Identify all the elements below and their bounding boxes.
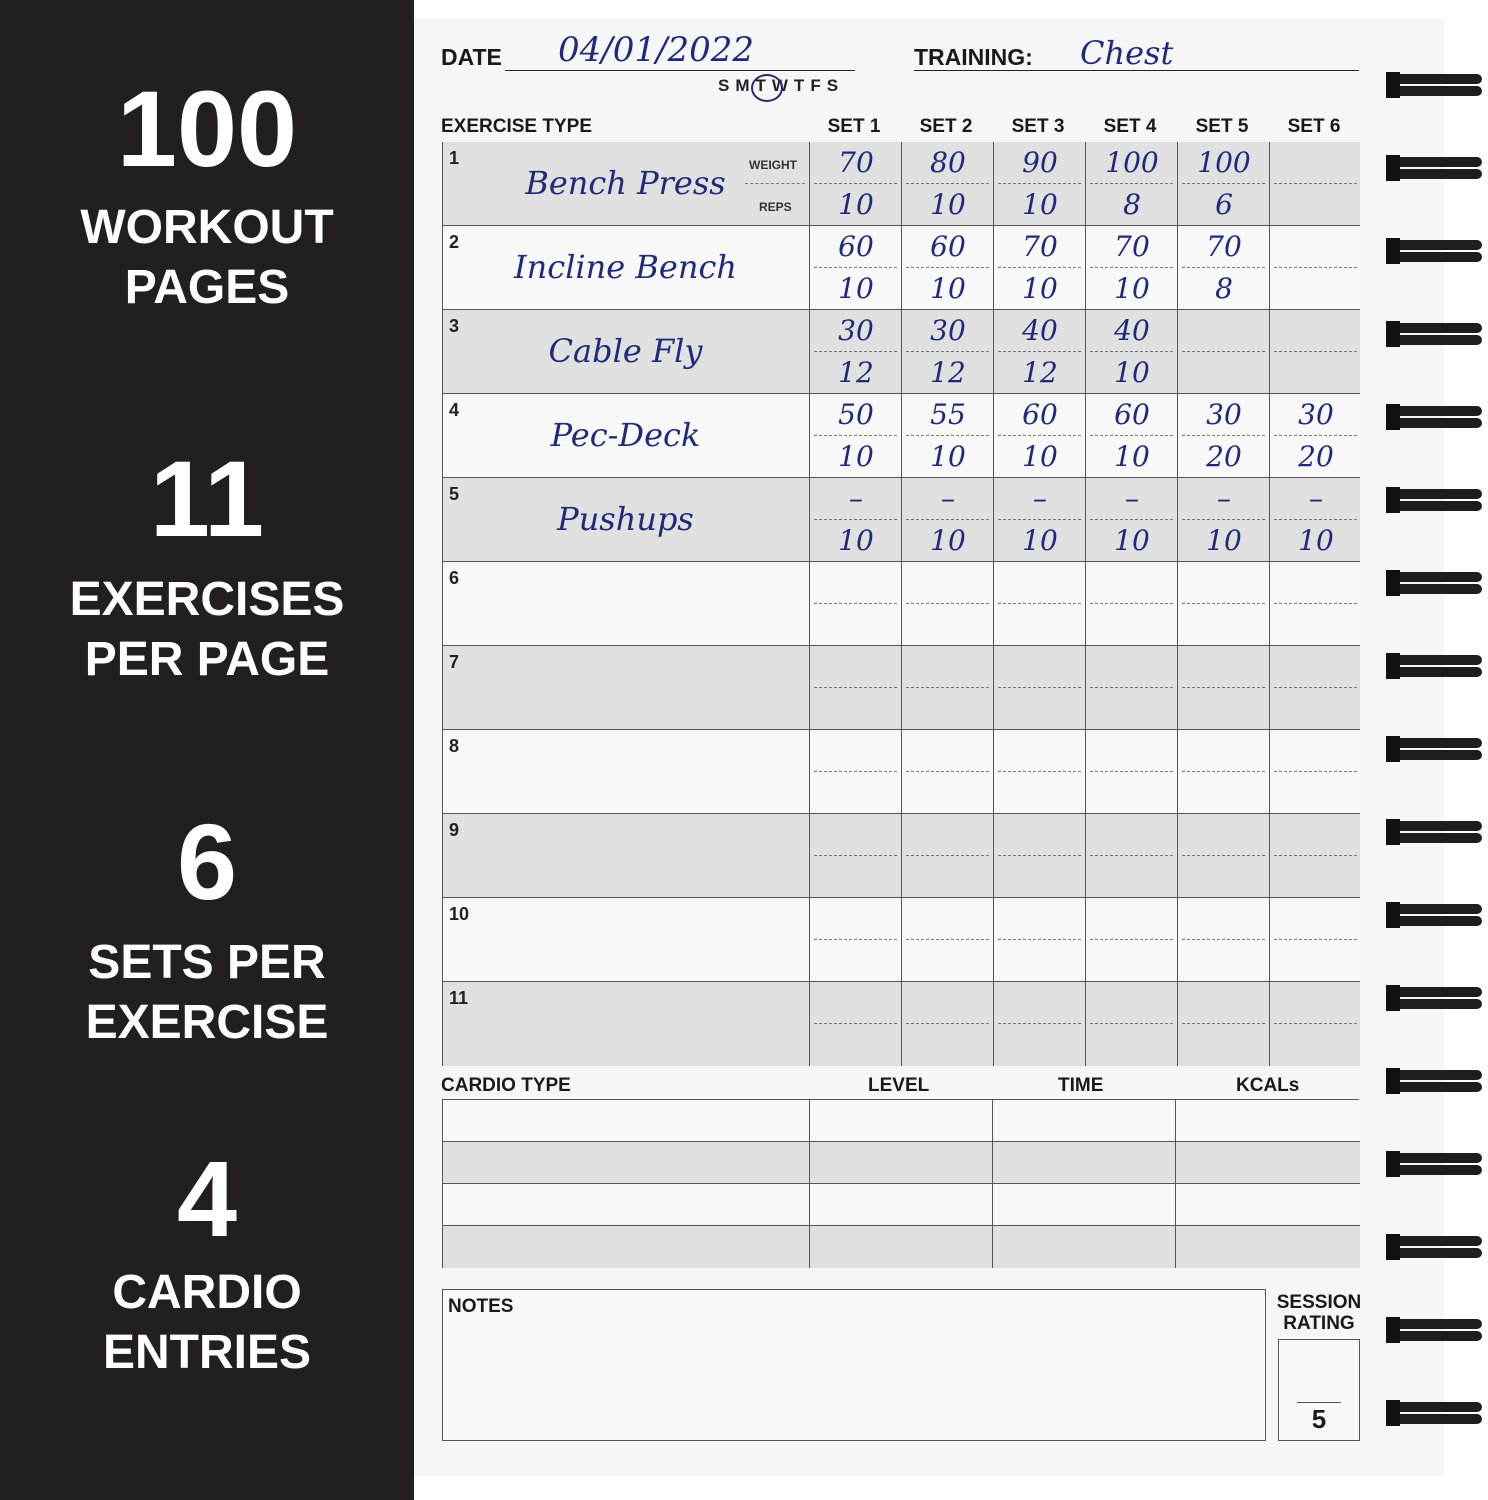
cardio-row — [443, 1142, 1360, 1184]
set-cell — [1269, 310, 1361, 394]
reps-value: 10 — [930, 440, 966, 473]
training-value: Chest — [1080, 34, 1174, 72]
set-cell — [1085, 814, 1177, 898]
set-cell — [993, 562, 1085, 646]
cell-divider — [814, 855, 897, 856]
cell-divider — [1182, 939, 1265, 940]
set-cell — [901, 142, 993, 226]
weight-value: 60 — [838, 230, 874, 263]
date-value: 04/01/2022 — [558, 30, 754, 70]
cardio-row — [443, 1184, 1360, 1226]
cardio-row — [443, 1226, 1360, 1268]
weight-value: 60 — [930, 230, 966, 263]
cell-divider — [1274, 183, 1357, 184]
cell-divider — [1090, 351, 1173, 352]
cardio-cell-divider — [809, 1184, 810, 1226]
training-underline — [914, 70, 1359, 71]
spiral-coil-icon — [1386, 1068, 1482, 1094]
set-cell — [1269, 562, 1361, 646]
exercise-name: Incline Bench — [514, 248, 737, 286]
spiral-coil-icon — [1386, 902, 1482, 928]
cell-divider — [1182, 855, 1265, 856]
exercise-name: Cable Fly — [548, 332, 703, 370]
feature-number: 100 — [116, 68, 298, 189]
cell-divider — [1182, 771, 1265, 772]
cell-divider — [814, 267, 897, 268]
set-cell — [993, 310, 1085, 394]
cell-divider — [998, 771, 1081, 772]
set-cell — [1177, 562, 1269, 646]
set-cell — [1177, 310, 1269, 394]
row-number: 7 — [449, 652, 460, 672]
weight-value: 60 — [1022, 398, 1058, 431]
cell-divider — [814, 603, 897, 604]
row-number: 1 — [449, 148, 460, 168]
spiral-coil-icon — [1386, 72, 1482, 98]
weight-label: WEIGHT — [749, 158, 797, 172]
date-underline — [505, 70, 855, 71]
cell-divider — [1182, 519, 1265, 520]
weight-value: – — [1033, 482, 1047, 515]
table-row — [443, 142, 1360, 226]
set-cell — [809, 226, 901, 310]
set-label: SET 3 — [1011, 116, 1065, 137]
set-cell — [993, 730, 1085, 814]
cell-divider — [1274, 351, 1357, 352]
reps-value: 8 — [1215, 272, 1233, 305]
weight-value: – — [1309, 482, 1323, 515]
cell-divider — [998, 183, 1081, 184]
cell-divider — [906, 351, 989, 352]
cell-divider — [1182, 603, 1265, 604]
set-cell — [1085, 226, 1177, 310]
weight-value: 60 — [1114, 398, 1150, 431]
cell-divider — [814, 351, 897, 352]
set-cell — [1085, 982, 1177, 1066]
set-cell — [1177, 142, 1269, 226]
cell-divider — [998, 855, 1081, 856]
table-row — [443, 226, 1360, 310]
reps-value: 20 — [1206, 440, 1242, 473]
set-cell — [901, 730, 993, 814]
spiral-coil-icon — [1386, 1234, 1482, 1260]
weight-value: – — [849, 482, 863, 515]
day-letters: SMTWTFS — [718, 76, 845, 95]
set-cell — [901, 562, 993, 646]
cell-divider — [998, 267, 1081, 268]
set-cell — [1177, 814, 1269, 898]
weight-value: – — [1217, 482, 1231, 515]
set-cell — [809, 814, 901, 898]
set-cell — [993, 478, 1085, 562]
cell-divider — [998, 1023, 1081, 1024]
cell-divider — [1274, 603, 1357, 604]
reps-value: 10 — [838, 272, 874, 305]
set-cell — [901, 814, 993, 898]
set-cell — [809, 898, 901, 982]
set-cell — [1269, 226, 1361, 310]
table-row — [443, 814, 1360, 898]
training-label: TRAINING: — [914, 44, 1033, 70]
reps-value: 10 — [838, 440, 874, 473]
set-cell — [1269, 814, 1361, 898]
spiral-coil-icon — [1386, 487, 1482, 513]
spiral-coil-icon — [1386, 155, 1482, 181]
cell-divider — [1090, 519, 1173, 520]
set-cell — [1177, 394, 1269, 478]
weight-value: 100 — [1105, 146, 1159, 179]
weight-value: 40 — [1114, 314, 1150, 347]
cell-divider — [998, 519, 1081, 520]
spiral-coil-icon — [1386, 238, 1482, 264]
cardio-cell-divider — [1175, 1142, 1176, 1184]
set-label: SET 1 — [827, 116, 881, 137]
set-cell — [901, 310, 993, 394]
set-cell — [1177, 982, 1269, 1066]
set-cell — [1085, 646, 1177, 730]
set-cell — [1085, 898, 1177, 982]
set-cell — [1269, 730, 1361, 814]
spiral-coil-icon — [1386, 1400, 1482, 1426]
cardio-cell-divider — [1175, 1226, 1176, 1268]
label-divider — [745, 183, 805, 184]
cardio-kcals-label: KCALs — [1236, 1075, 1300, 1096]
cell-divider — [998, 687, 1081, 688]
cardio-cell-divider — [1175, 1184, 1176, 1226]
rating-label: RATING — [1283, 1313, 1355, 1334]
reps-value: 10 — [838, 188, 874, 221]
reps-value: 8 — [1123, 188, 1141, 221]
set-cell — [901, 394, 993, 478]
rating-line — [1297, 1402, 1341, 1403]
spiral-coil-icon — [1386, 985, 1482, 1011]
date-label: DATE — [441, 44, 502, 70]
cell-divider — [906, 603, 989, 604]
cardio-table — [442, 1099, 1359, 1268]
row-number: 5 — [449, 484, 460, 504]
set-cell — [993, 814, 1085, 898]
set-cell — [993, 646, 1085, 730]
cardio-time-label: TIME — [1058, 1075, 1104, 1096]
cell-divider — [814, 1023, 897, 1024]
cardio-row — [443, 1100, 1360, 1142]
set-cell — [1269, 982, 1361, 1066]
reps-value: 10 — [1298, 524, 1334, 557]
set-cell — [809, 562, 901, 646]
row-number: 11 — [449, 988, 469, 1008]
reps-value: 10 — [1114, 356, 1150, 389]
cell-divider — [1274, 855, 1357, 856]
row-number: 6 — [449, 568, 460, 588]
set-cell — [1269, 142, 1361, 226]
weight-value: 70 — [1114, 230, 1150, 263]
cell-divider — [1090, 183, 1173, 184]
cell-divider — [1182, 1023, 1265, 1024]
cell-divider — [814, 771, 897, 772]
set-cell — [809, 394, 901, 478]
cell-divider — [998, 603, 1081, 604]
weight-value: 80 — [930, 146, 966, 179]
cardio-cell-divider — [1175, 1100, 1176, 1142]
row-number: 8 — [449, 736, 460, 756]
set-cell — [809, 310, 901, 394]
cell-divider — [1182, 351, 1265, 352]
table-row — [443, 730, 1360, 814]
spiral-coil-icon — [1386, 736, 1482, 762]
weight-value: 30 — [930, 314, 966, 347]
cell-divider — [998, 939, 1081, 940]
feature-line: EXERCISE — [85, 996, 329, 1049]
spiral-coil-icon — [1386, 321, 1482, 347]
set-cell — [1269, 898, 1361, 982]
table-row — [443, 394, 1360, 478]
cell-divider — [814, 435, 897, 436]
cell-divider — [906, 183, 989, 184]
cell-divider — [1274, 435, 1357, 436]
set-cell — [809, 730, 901, 814]
cell-divider — [1090, 603, 1173, 604]
weight-value: 40 — [1022, 314, 1058, 347]
table-row — [443, 898, 1360, 982]
weight-value: 50 — [838, 398, 874, 431]
session-label: SESSION — [1276, 1292, 1362, 1313]
set-cell — [993, 226, 1085, 310]
cell-divider — [1090, 1023, 1173, 1024]
cell-divider — [1182, 687, 1265, 688]
cell-divider — [1274, 687, 1357, 688]
set-label: SET 5 — [1195, 116, 1249, 137]
weight-value: 70 — [1206, 230, 1242, 263]
notes-label: NOTES — [448, 1296, 514, 1317]
table-row — [443, 478, 1360, 562]
set-cell — [1085, 562, 1177, 646]
weight-value: – — [1125, 482, 1139, 515]
cell-divider — [1090, 435, 1173, 436]
reps-value: 10 — [1206, 524, 1242, 557]
exercise-name: Pushups — [557, 500, 694, 538]
set-cell — [1177, 898, 1269, 982]
weight-value: 70 — [1022, 230, 1058, 263]
set-cell — [901, 478, 993, 562]
cell-divider — [1182, 183, 1265, 184]
table-row — [443, 982, 1360, 1066]
set-cell — [809, 142, 901, 226]
cell-divider — [906, 435, 989, 436]
reps-value: 12 — [1022, 356, 1058, 389]
set-cell — [993, 982, 1085, 1066]
feature-number: 4 — [176, 1138, 238, 1259]
set-cell — [993, 898, 1085, 982]
reps-label: REPS — [759, 200, 792, 214]
weight-value: 30 — [838, 314, 874, 347]
notes-box — [442, 1289, 1266, 1441]
cell-divider — [1182, 435, 1265, 436]
row-number: 2 — [449, 232, 460, 252]
reps-value: 10 — [838, 524, 874, 557]
reps-value: 10 — [1114, 524, 1150, 557]
exercise-type-label: EXERCISE TYPE — [441, 116, 592, 137]
spiral-coil-icon — [1386, 1317, 1482, 1343]
set-cell — [993, 142, 1085, 226]
feature-line: WORKOUT — [80, 201, 334, 254]
set-cell — [1177, 226, 1269, 310]
set-cell — [901, 982, 993, 1066]
reps-value: 10 — [1022, 188, 1058, 221]
set-cell — [1177, 478, 1269, 562]
reps-value: 6 — [1215, 188, 1233, 221]
cell-divider — [1090, 687, 1173, 688]
feature-line: PAGES — [124, 261, 290, 314]
reps-value: 10 — [1022, 524, 1058, 557]
row-number: 9 — [449, 820, 460, 840]
weight-value: 100 — [1197, 146, 1251, 179]
feature-line: EXERCISES — [69, 573, 345, 626]
cardio-cell-divider — [992, 1226, 993, 1268]
cell-divider — [1274, 267, 1357, 268]
set-cell — [1177, 646, 1269, 730]
set-label: SET 4 — [1103, 116, 1157, 137]
set-cell — [901, 226, 993, 310]
cell-divider — [998, 435, 1081, 436]
reps-value: 20 — [1298, 440, 1334, 473]
set-cell — [1085, 478, 1177, 562]
set-cell — [1085, 730, 1177, 814]
row-number: 3 — [449, 316, 460, 336]
cell-divider — [906, 855, 989, 856]
cardio-level-label: LEVEL — [868, 1075, 930, 1096]
exercise-table — [442, 142, 1359, 1066]
reps-value: 10 — [930, 272, 966, 305]
cell-divider — [814, 519, 897, 520]
cell-divider — [1274, 771, 1357, 772]
cell-divider — [814, 183, 897, 184]
day-circle-mark — [751, 74, 783, 102]
cardio-cell-divider — [809, 1142, 810, 1184]
set-label: SET 6 — [1287, 116, 1341, 137]
feature-line: PER PAGE — [84, 633, 330, 686]
cell-divider — [1090, 267, 1173, 268]
weight-value: – — [941, 482, 955, 515]
cardio-cell-divider — [809, 1226, 810, 1268]
cardio-cell-divider — [992, 1100, 993, 1142]
table-row — [443, 562, 1360, 646]
set-cell — [1177, 730, 1269, 814]
spiral-coil-icon — [1386, 1151, 1482, 1177]
feature-line: SETS PER — [88, 936, 326, 989]
set-cell — [901, 898, 993, 982]
spiral-coil-icon — [1386, 570, 1482, 596]
set-cell — [809, 478, 901, 562]
set-cell — [1269, 394, 1361, 478]
set-cell — [809, 982, 901, 1066]
cell-divider — [814, 939, 897, 940]
spiral-coil-icon — [1386, 653, 1482, 679]
reps-value: 10 — [930, 524, 966, 557]
set-label: SET 2 — [919, 116, 973, 137]
cardio-type-label: CARDIO TYPE — [441, 1075, 571, 1096]
reps-value: 12 — [930, 356, 966, 389]
cardio-cell-divider — [992, 1184, 993, 1226]
row-number: 10 — [449, 904, 470, 924]
reps-value: 10 — [1114, 440, 1150, 473]
row-number: 4 — [449, 400, 460, 420]
cell-divider — [1182, 267, 1265, 268]
cell-divider — [998, 351, 1081, 352]
weight-value: 30 — [1206, 398, 1242, 431]
feature-line: CARDIO — [112, 1266, 302, 1319]
spiral-coil-icon — [1386, 819, 1482, 845]
cell-divider — [906, 939, 989, 940]
feature-number: 6 — [176, 801, 238, 922]
set-cell — [1085, 142, 1177, 226]
cell-divider — [1274, 519, 1357, 520]
cell-divider — [1274, 939, 1357, 940]
table-row — [443, 646, 1360, 730]
session-rating-box — [1278, 1339, 1360, 1441]
table-row — [443, 310, 1360, 394]
cardio-cell-divider — [809, 1100, 810, 1142]
set-cell — [809, 646, 901, 730]
cell-divider — [906, 687, 989, 688]
reps-value: 10 — [930, 188, 966, 221]
set-cell — [993, 394, 1085, 478]
exercise-name: Bench Press — [525, 164, 726, 202]
weight-value: 55 — [930, 398, 966, 431]
weight-value: 90 — [1022, 146, 1058, 179]
cell-divider — [906, 267, 989, 268]
feature-line: ENTRIES — [102, 1326, 312, 1379]
exercise-name: Pec-Deck — [550, 416, 701, 454]
session-rating-value: 5 — [1311, 1404, 1327, 1434]
reps-value: 10 — [1022, 440, 1058, 473]
cell-divider — [1090, 855, 1173, 856]
feature-panel — [0, 0, 414, 1500]
cell-divider — [906, 519, 989, 520]
cardio-cell-divider — [992, 1142, 993, 1184]
set-cell — [1085, 310, 1177, 394]
set-cell — [1269, 478, 1361, 562]
feature-number: 11 — [149, 438, 265, 559]
weight-value: 70 — [838, 146, 874, 179]
set-cell — [1085, 394, 1177, 478]
cell-divider — [906, 771, 989, 772]
spiral-coil-icon — [1386, 404, 1482, 430]
cell-divider — [1274, 1023, 1357, 1024]
cell-divider — [906, 1023, 989, 1024]
reps-value: 12 — [838, 356, 874, 389]
reps-value: 10 — [1022, 272, 1058, 305]
cell-divider — [1090, 939, 1173, 940]
set-cell — [901, 646, 993, 730]
cell-divider — [814, 687, 897, 688]
set-cell — [1269, 646, 1361, 730]
reps-value: 10 — [1114, 272, 1150, 305]
weight-value: 30 — [1298, 398, 1334, 431]
cell-divider — [1090, 771, 1173, 772]
